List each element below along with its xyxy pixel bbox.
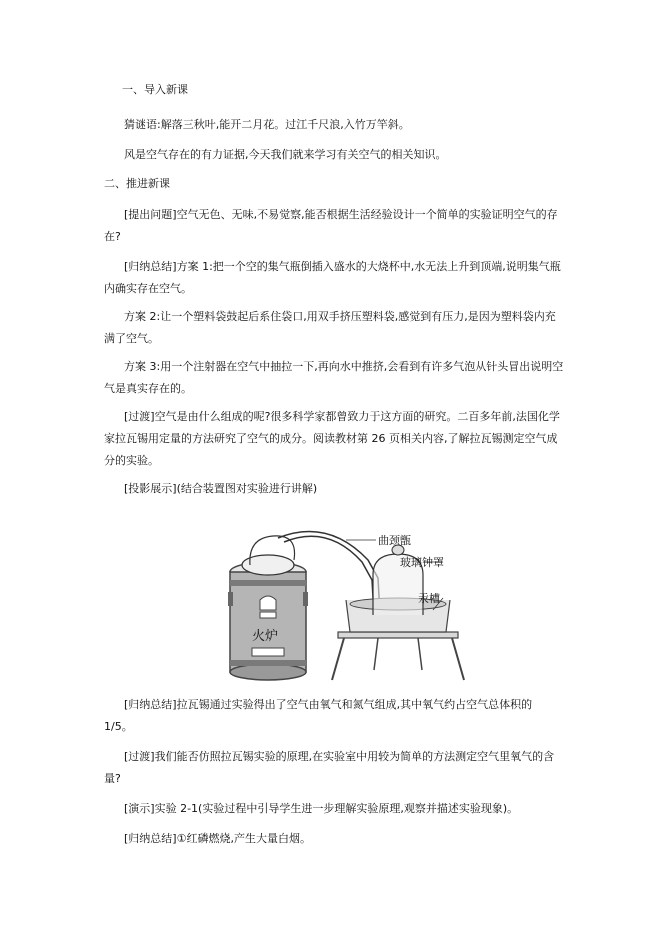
- demo-paragraph: [演示]实验 2-1(实验过程中引导学生进一步理解实验原理,观察并描述实验现象)。: [124, 802, 519, 815]
- retort-label: 曲颈甑: [378, 534, 411, 547]
- plan2-paragraph: 方案 2:让一个塑料袋鼓起后系住袋口,用双手挤压塑料袋,感觉到有压力,是因为塑料袋内充满了空气。: [104, 310, 556, 345]
- summary3-paragraph: [归纳总结]①红磷燃烧,产生大量白烟。: [124, 832, 311, 845]
- transition2-paragraph: [过渡]我们能否仿照拉瓦锡实验的原理,在实验室中用较为简单的方法测定空气里氧气的含量?: [104, 750, 555, 785]
- intro-paragraph: 风是空气存在的有力证据,今天我们就来学习有关空气的相关知识。: [124, 148, 447, 161]
- transition1-paragraph: [过渡]空气是由什么组成的呢?很多科学家都曾致力于这方面的研究。二百多年前,法国化学家拉瓦锡用定量的方法研究了空气的成分。阅读教材第 26 页相关内容,了解拉瓦锡测定空气成分的实验。: [104, 410, 560, 467]
- question-paragraph: [提出问题]空气无色、无味,不易觉察,能否根据生活经验设计一个简单的实验证明空气的存在?: [104, 208, 558, 243]
- plan3-paragraph: 方案 3:用一个注射器在空气中抽拉一下,再向水中推挤,会看到有许多气泡从针头冒出说明空气是真实存在的。: [104, 360, 564, 395]
- plan1-paragraph: [归纳总结]方案 1:把一个空的集气瓶倒插入盛水的大烧杯中,水无法上升到顶端,说明集气瓶内确实存在空气。: [104, 260, 561, 295]
- section2-heading: 二、推进新课: [104, 177, 170, 190]
- projection-paragraph: [投影展示](结合装置图对实验进行讲解): [124, 482, 318, 495]
- table: [332, 632, 464, 680]
- section1-heading: 一、导入新课: [122, 83, 188, 96]
- trough-label: 汞槽: [418, 592, 440, 605]
- furnace-label: 火炉: [252, 629, 279, 644]
- bell-jar-label: 玻璃钟罩: [400, 556, 444, 569]
- lavoisier-apparatus-figure: [228, 520, 468, 685]
- furnace: [228, 562, 308, 680]
- summary2-paragraph: [归纳总结]拉瓦锡通过实验得出了空气由氧气和氮气组成,其中氧气约占空气总体积的 1/5。: [104, 698, 533, 733]
- lavoisier-apparatus-svg: [228, 520, 468, 685]
- riddle-paragraph: 猜谜语:解落三秋叶,能开二月花。过江千尺浪,入竹万竿斜。: [124, 118, 410, 131]
